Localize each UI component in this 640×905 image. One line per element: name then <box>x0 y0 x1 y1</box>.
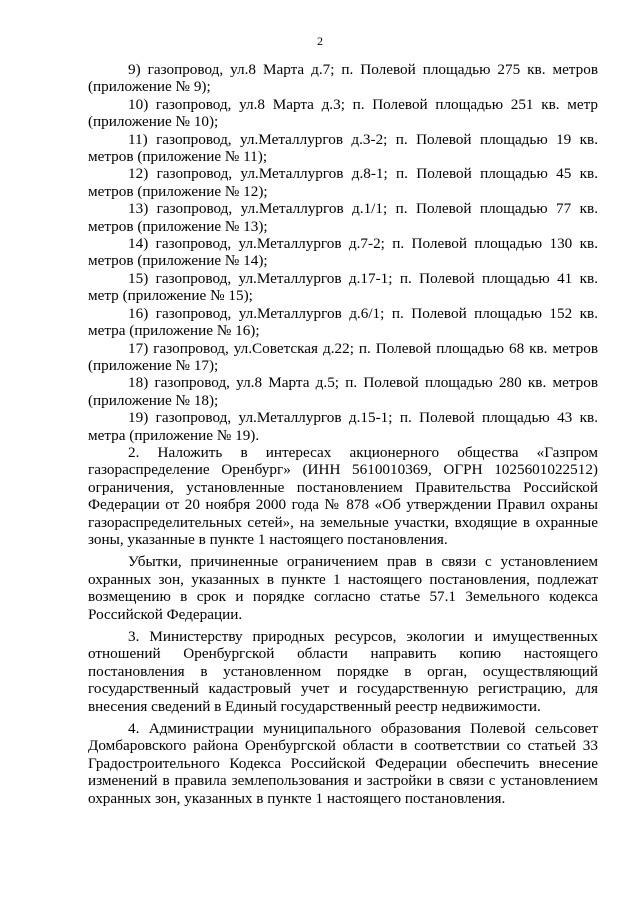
paragraph-damages: Убытки, причиненные ограничением прав в связи с установлением охранных зон, указанных в пункте 1 настоящего постановления, подлежат возмещению в срок и порядке согласно статье 57.1 Земельного кодекса Российской Федерации. <box>88 553 598 623</box>
list-item-11: 11) газопровод, ул.Металлургов д.3-2; п. Полевой площадью 19 кв. метров (приложение № 11); <box>88 130 598 166</box>
paragraph-clause-3: 3. Министерству природных ресурсов, экологии и имущественных отношений Оренбургской области направить копию настоящего постановления в установленном порядке в орган, осуществляющий государственный кадастровый учет и государственную регистрацию, для внесения сведений в Единый государственный реестр недвижимости. <box>88 628 598 715</box>
paragraph-clause-2: 2. Наложить в интересах акционерного общества «Газпром газораспределение Оренбург» (ИНН 5610010369, ОГРН 1025601022512) ограничения, установленные постановлением Правительства Российской Федерации от 20 ноября 2000 года № 878 «Об утверждении Правил охраны газораспределительных сетей», на земельные участки, входящие в охранные зоны, указанные в пункте 1 настоящего постановления. <box>88 443 598 548</box>
list-item-9: 9) газопровод, ул.8 Марта д.7; п. Полевой площадью 275 кв. метров (приложение № 9); <box>88 61 598 96</box>
list-item-15: 15) газопровод, ул.Металлургов д.17-1; п. Полевой площадью 41 кв. метр (приложение № 15); <box>88 269 598 305</box>
list-item-16: 16) газопровод, ул.Металлургов д.6/1; п. Полевой площадью 152 кв. метра (приложение № 16); <box>88 304 598 340</box>
list-item-10: 10) газопровод, ул.8 Марта д.3; п. Полевой площадью 251 кв. метр (приложение № 10); <box>88 95 598 131</box>
list-item-13: 13) газопровод, ул.Металлургов д.1/1; п. Полевой площадью 77 кв. метров (приложение № 13); <box>88 200 598 235</box>
list-item-19: 19) газопровод, ул.Металлургов д.15-1; п. Полевой площадью 43 кв. метра (приложение № 19). <box>88 409 598 444</box>
list-item-18: 18) газопровод, ул.8 Марта д.5; п. Полевой площадью 280 кв. метров (приложение № 18); <box>88 374 598 409</box>
list-item-12: 12) газопровод, ул.Металлургов д.8-1; п. Полевой площадью 45 кв. метров (приложение № 12); <box>88 165 598 200</box>
page-number: 2 <box>317 34 323 48</box>
paragraph-clause-4: 4. Администрации муниципального образования Полевой сельсовет Домбаровского района Оренбургской области в соответствии со статьей 33 Градостроительного Кодекса Российской Федерации обеспечить внесение изменений в правила землепользования и застройки в связи с установлением охранных зон, указанных в пункте 1 настоящего постановления. <box>88 720 598 807</box>
list-item-14: 14) газопровод, ул.Металлургов д.7-2; п. Полевой площадью 130 кв. метров (приложение № 14); <box>88 235 598 270</box>
document-body <box>88 61 598 807</box>
list-item-17: 17) газопровод, ул.Советская д.22; п. Полевой площадью 68 кв. метров (приложение № 17); <box>88 339 598 374</box>
